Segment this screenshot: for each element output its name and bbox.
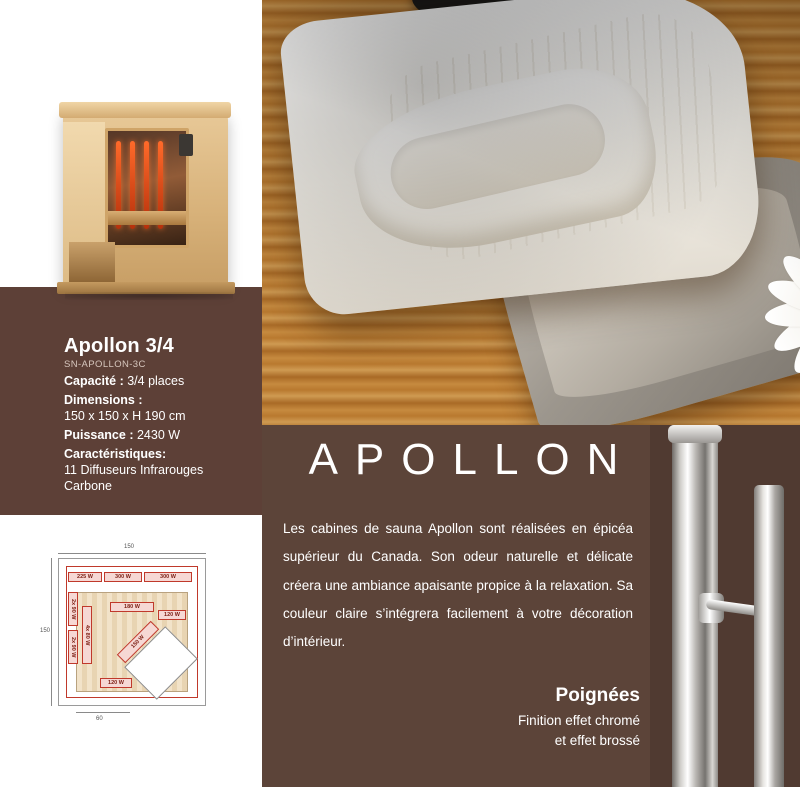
- heater-zone: 180 W: [110, 602, 154, 612]
- heater-zone: 120 W: [158, 610, 186, 620]
- features-value-line1: 11 Diffuseurs Infrarouges: [64, 463, 204, 477]
- product-capacity: [64, 373, 254, 389]
- handle-secondary-bar: [754, 485, 784, 787]
- cabin-control-panel: [179, 134, 193, 156]
- product-sku: SN-APOLLON-3C: [64, 359, 146, 370]
- dim-top-label: 150: [124, 544, 135, 550]
- features-label: Caractéristiques:: [64, 447, 167, 461]
- capacity-label: Capacité :: [64, 374, 124, 388]
- cabin-glass-door: [105, 128, 189, 248]
- dimensions-label: Dimensions :: [64, 393, 143, 407]
- capacity-value: 3/4 places: [123, 374, 185, 388]
- product-description: Les cabines de sauna Apollon sont réalisées en épicéa supérieur du Canada. Son odeur naturelle et délicate créera une ambiance apaisante propice à la relaxation. Sa couleur claire s’intégrera facilement à votre décoration d’intérieur.: [283, 521, 633, 650]
- product-features-label-row: [64, 446, 254, 462]
- handles-title: Poignées: [555, 685, 640, 706]
- photo-vignette: [262, 0, 800, 425]
- handles-info-block: [380, 685, 640, 750]
- power-value: 2430 W: [133, 428, 181, 442]
- dimensions-value: 150 x 150 x H 190 cm: [64, 409, 186, 423]
- technical-floorplan-drawing: [32, 540, 242, 740]
- dim-left-line: [51, 558, 52, 706]
- heater-zone-diagonal: 150 W: [117, 621, 159, 663]
- handles-line-1: Finition effet chromé: [517, 713, 640, 728]
- product-power: [64, 427, 254, 443]
- product-dimensions-label-row: [64, 392, 254, 408]
- handles-line-2: et effet brossé: [554, 732, 640, 748]
- chrome-handle-photo: [650, 425, 800, 787]
- cabin-outer-bench: [69, 242, 115, 282]
- heater-zone: 4x 80 W: [82, 606, 92, 664]
- heater-zone: 300 W: [104, 572, 142, 582]
- dim-bottom-label: 60: [96, 716, 103, 722]
- cabin-roof: [59, 102, 231, 118]
- sauna-cabin-image: [55, 100, 240, 300]
- dim-bottom-line: [76, 712, 130, 713]
- cabin-interior-bench: [108, 211, 186, 225]
- cabin-drop-shadow: [65, 292, 233, 300]
- towel-daisy-photo: [262, 0, 800, 425]
- handle-end-cap: [668, 425, 722, 443]
- product-info-block: [64, 335, 254, 494]
- features-value-line2: Carbone: [64, 479, 112, 493]
- apollon-wordmark: APOLLON: [308, 435, 636, 484]
- dim-top-line: [58, 553, 206, 554]
- heater-zone: 225 W: [68, 572, 102, 582]
- heater-zone: 2x 90 W: [68, 630, 78, 664]
- heater-zone: 2x 90 W: [68, 592, 78, 626]
- power-label: Puissance :: [64, 428, 134, 442]
- heater-zone: 120 W: [100, 678, 132, 688]
- dim-left-label: 150: [40, 628, 51, 634]
- product-title: Apollon 3/4: [64, 335, 174, 357]
- heater-zone: 300 W: [144, 572, 192, 582]
